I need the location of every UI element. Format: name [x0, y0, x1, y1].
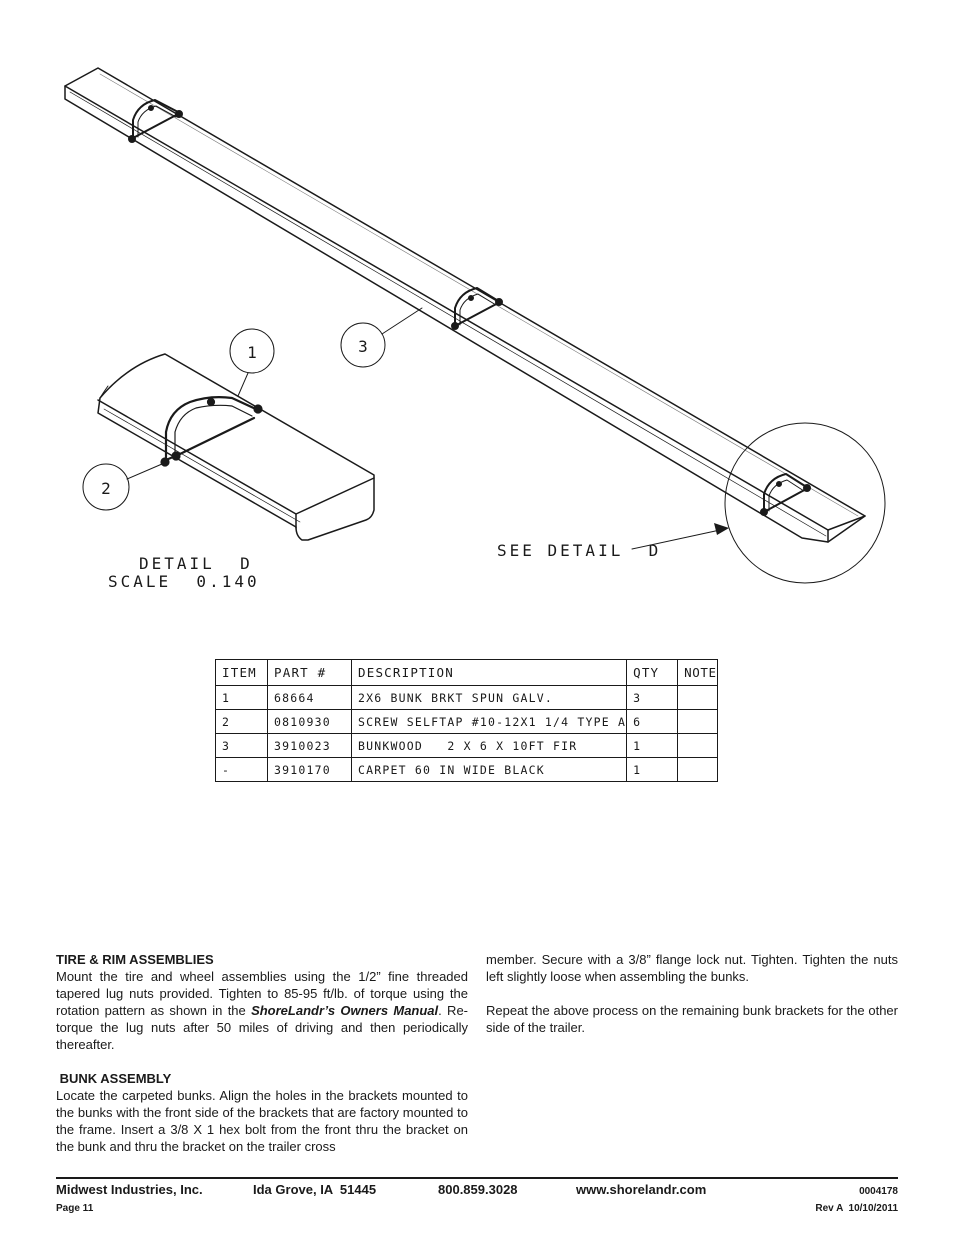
cell-item: 1	[216, 686, 268, 710]
cell-part: 0810930	[268, 710, 352, 734]
instructions-right-column	[486, 951, 898, 1036]
detail-board	[98, 354, 374, 540]
tire-section-title: TIRE & RIM ASSEMBLIES	[56, 952, 214, 967]
table-row	[216, 686, 718, 710]
tire-body-part2: . Re-torque the lug nuts after 50 miles of driving and then periodically thereafter.	[56, 1003, 469, 1052]
cell-qty: 1	[627, 734, 678, 758]
owners-manual-title: ShoreLandr’s Owners Manual	[251, 1003, 439, 1018]
callout-2-number: 2	[101, 479, 111, 498]
instructions-left-column	[56, 951, 468, 1155]
cell-note	[678, 686, 718, 710]
cell-item: 3	[216, 734, 268, 758]
header-part: PART #	[268, 660, 352, 686]
header-item: ITEM	[216, 660, 268, 686]
cell-description: 2X6 BUNK BRKT SPUN GALV.	[352, 686, 627, 710]
footer-phone: 800.859.3028	[438, 1182, 518, 1197]
cell-note	[678, 758, 718, 782]
cell-item: 2	[216, 710, 268, 734]
bunk-board-long	[65, 68, 865, 542]
bunk-section-body: Locate the carpeted bunks. Align the holes in the brackets mounted to the bunks with the front side of the brackets that are factory mounted to the frame. Insert a 3/8 X 1 hex bolt from the front thru the bracket on the bunk and thru the bracket on the trailer cross	[56, 1088, 468, 1154]
header-description: DESCRIPTION	[352, 660, 627, 686]
bunk-section-continued: member. Secure with a 3/8” flange lock nut. Tighten. Tighten the nuts left slightly loose when assembling the bunks.	[486, 952, 898, 984]
footer-city: Ida Grove, IA 51445	[253, 1182, 377, 1197]
table-row	[216, 758, 718, 782]
cell-part: 3910023	[268, 734, 352, 758]
bunk-section-title: BUNK ASSEMBLY	[56, 1071, 172, 1086]
cell-qty: 6	[627, 710, 678, 734]
parts-table	[215, 659, 718, 782]
footer-website: www.shorelandr.com	[576, 1182, 707, 1197]
footer-page-number: Page 11	[56, 1203, 94, 1214]
footer-divider	[56, 1177, 898, 1179]
callout-1-number: 1	[247, 343, 257, 362]
tire-body-part1: Mount the tire and wheel assemblies using the 1/2” fine threaded tapered lug nuts provided. Tighten to 85-95 ft/lb. of torque using the rotation pattern as shown in the	[56, 969, 468, 1018]
header-qty: QTY	[627, 660, 678, 686]
cell-note	[678, 710, 718, 734]
cell-part: 3910170	[268, 758, 352, 782]
callout-1	[230, 329, 274, 396]
repeat-instruction: Repeat the above process on the remaining bunk brackets for the other side of the trailer.	[486, 1003, 898, 1035]
cell-description: SCREW SELFTAP #10-12X1 1/4 TYPE A	[352, 710, 627, 734]
table-row	[216, 734, 718, 758]
cell-item: -	[216, 758, 268, 782]
callout-3-number: 3	[358, 337, 368, 356]
table-header-row	[216, 660, 718, 686]
cell-note	[678, 734, 718, 758]
callout-2	[83, 464, 162, 510]
cell-description: BUNKWOOD 2 X 6 X 10FT FIR	[352, 734, 627, 758]
cell-part: 68664	[268, 686, 352, 710]
footer-company: Midwest Industries, Inc.	[56, 1182, 203, 1197]
cell-qty: 1	[627, 758, 678, 782]
see-detail-label: SEE DETAIL D	[497, 541, 662, 560]
footer-revision: Rev A 10/10/2011	[815, 1203, 898, 1214]
callout-3	[341, 308, 422, 367]
detail-label: DETAIL D	[139, 554, 253, 573]
scale-label: SCALE 0.140	[108, 572, 260, 591]
cell-qty: 3	[627, 686, 678, 710]
table-row	[216, 710, 718, 734]
footer-doc-number: 0004178	[859, 1186, 898, 1197]
tire-section-body	[56, 968, 468, 1053]
header-note: NOTE	[678, 660, 718, 686]
cell-description: CARPET 60 IN WIDE BLACK	[352, 758, 627, 782]
